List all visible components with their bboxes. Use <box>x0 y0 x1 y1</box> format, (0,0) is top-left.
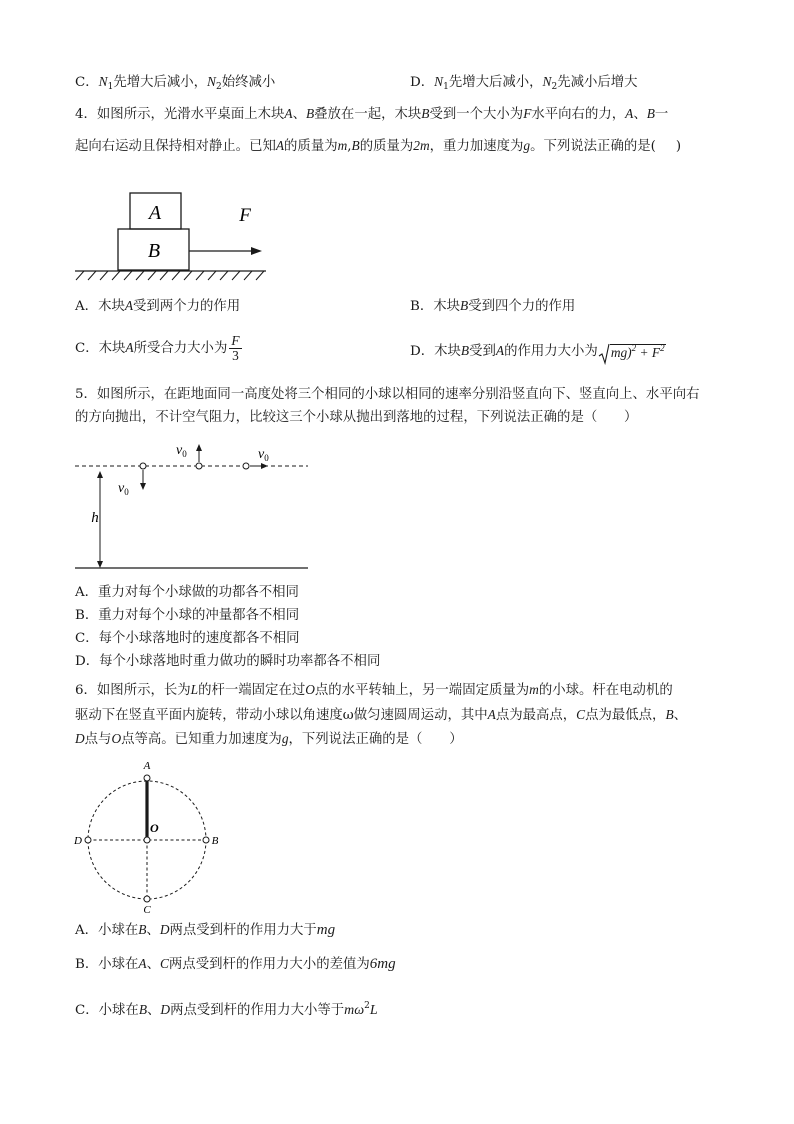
sqrt-expression: $mg)^2 + F^2$ <box>598 338 666 365</box>
label-c: C <box>143 904 151 916</box>
label-a: A <box>143 760 151 772</box>
q5-option-d[interactable]: D．每个小球落地时重力做功的瞬时功率都各不相同 <box>75 654 381 669</box>
q4-stem-line2: 起向右运动且保持相对静止。已知A的质量为m,B的质量为2m，重力加速度为g。下列说法正确的是( ) <box>75 138 682 154</box>
point-c <box>144 896 150 902</box>
axis-o <box>144 837 150 843</box>
q3-option-d[interactable]: D．$N_1$先增大后减小，$N_2$先减小后增大 <box>410 74 638 92</box>
label-d: D <box>74 835 82 847</box>
v0-label-down: $v_0$ <box>118 481 129 497</box>
q5-option-c[interactable]: C．每个小球落地时的速度都各不相同 <box>75 631 300 646</box>
ball-right <box>243 463 249 469</box>
q5-stem-line2: 的方向抛出，不计空气阻力，比较这三个小球从抛出到落地的过程，下列说法正确的是（ ） <box>75 410 638 425</box>
block-a-label: A <box>148 202 162 224</box>
q6-stem-line3: D点与O点等高。已知重力加速度为g，下列说法正确的是（ ） <box>75 731 463 747</box>
q4-blocks-figure <box>70 185 280 285</box>
height-label: h <box>91 510 99 526</box>
q4-option-c[interactable]: C．木块A所受合力大小为 $\frac{F}{3}$ <box>75 333 240 363</box>
ball-a <box>144 775 150 781</box>
label-b: B <box>211 835 219 847</box>
q4-option-a[interactable]: A．木块A受到两个力的作用 <box>75 298 241 314</box>
point-d <box>85 837 91 843</box>
fraction-f-over-3: $\frac{F}{3}$ <box>231 333 240 363</box>
q6-circle-figure <box>68 755 228 920</box>
force-label: F <box>239 205 251 226</box>
q6-option-c[interactable]: C．小球在B、D两点受到杆的作用力大小等于$m\omega^2L$ <box>75 1001 378 1018</box>
force-arrow-head <box>251 247 262 255</box>
q6-stem-line1: 6．如图所示，长为L的杆一端固定在过O点的水平转轴上，另一端固定质量为m的小球。杆在电动机的 <box>75 682 673 698</box>
point-b <box>203 837 209 843</box>
v0-label-up: $v_0$ <box>176 443 187 459</box>
ground-hatching <box>76 271 264 280</box>
v0-label-right: $v_0$ <box>258 447 269 463</box>
q6-stem-line2: 驱动下在竖直平面内旋转，带动小球以角速度ω做匀速圆周运动，其中A点为最高点，C点为最低点，B、 <box>75 707 688 723</box>
q3-option-c[interactable]: C．$N_1$先增大后减小，$N_2$始终减小 <box>75 74 276 92</box>
q6-option-a[interactable]: A．小球在B、D两点受到杆的作用力大于mg <box>75 922 336 938</box>
q5-projectiles-figure <box>70 438 315 573</box>
block-b-label: B <box>147 240 161 262</box>
ball-down <box>140 463 146 469</box>
ball-up <box>196 463 202 469</box>
q4-option-b[interactable]: B．木块B受到四个力的作用 <box>410 298 576 314</box>
q4-option-d[interactable]: D．木块B受到A的作用力大小为 $mg)^2 + F^2$ <box>410 338 666 365</box>
q4-stem-line1: 4．如图所示，光滑水平桌面上木块A、B叠放在一起，木块B受到一个大小为F水平向右的力，A、B一 <box>75 106 669 122</box>
q5-option-b[interactable]: B．重力对每个小球的冲量都各不相同 <box>75 608 300 623</box>
q5-option-a[interactable]: A．重力对每个小球做的功都各不相同 <box>75 585 299 600</box>
q5-stem-line1: 5．如图所示，在距地面同一高度处将三个相同的小球以相同的速率分别沿竖直向下、竖直向上、水平向右 <box>75 387 700 402</box>
label-o: O <box>150 821 159 835</box>
q6-option-b[interactable]: B．小球在A、C两点受到杆的作用力大小的差值为6mg <box>75 956 396 972</box>
